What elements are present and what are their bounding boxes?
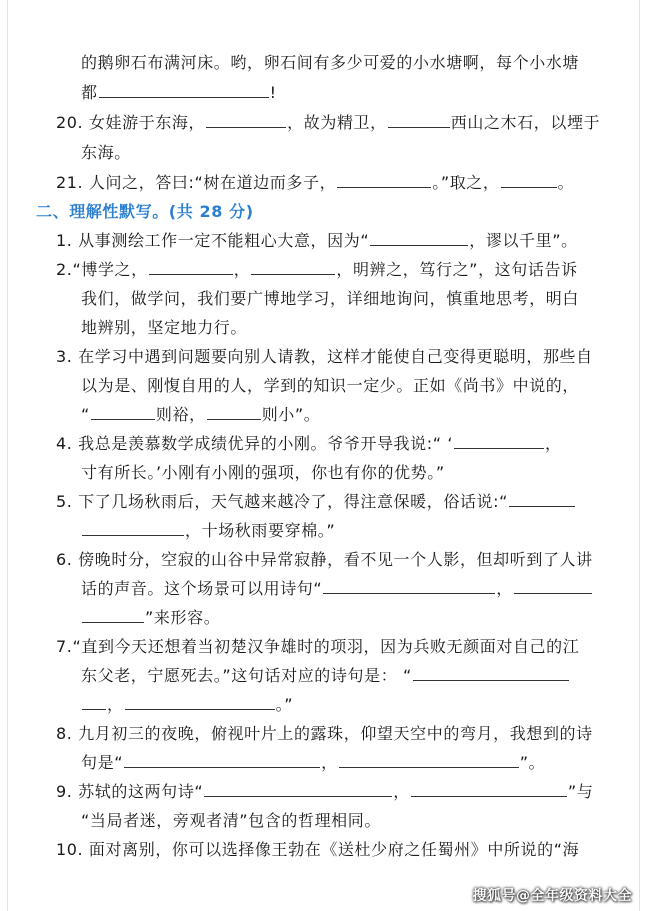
- answer-blank[interactable]: [82, 520, 184, 536]
- answer-blank[interactable]: [509, 491, 575, 507]
- question-1: 1. 从事测绘工作一定不能粗心大意，因为“ ，谬以千里”。: [56, 231, 578, 250]
- question-7-cont-2: ， 。”: [81, 694, 293, 716]
- answer-blank[interactable]: [411, 781, 567, 797]
- question-10: 10. 面对离别，你可以选择像王勃在《送杜少府之任蜀州》中所说的“海: [56, 840, 580, 859]
- answer-blank[interactable]: [206, 112, 286, 128]
- answer-blank[interactable]: [124, 752, 320, 768]
- watermark: 搜狐号@全年级资料大全: [472, 888, 632, 904]
- answer-blank[interactable]: [82, 694, 106, 710]
- answer-blank[interactable]: [514, 578, 592, 594]
- answer-blank[interactable]: [323, 578, 495, 594]
- answer-blank[interactable]: [501, 172, 557, 188]
- answer-blank[interactable]: [82, 607, 144, 623]
- question-4: 4. 我总是羡慕数学成绩优异的小刚。爷爷开导我说:“ ‘ ，: [56, 434, 562, 453]
- worksheet-page: [7, 0, 640, 911]
- question-2-cont-2: 地辨别，坚定地力行。: [81, 318, 248, 337]
- answer-blank[interactable]: [413, 665, 569, 681]
- answer-blank[interactable]: [337, 172, 431, 188]
- question-9: 9. 苏轼的这两句诗“ ， ”与: [56, 782, 594, 801]
- question-6-cont-1: 话的声音。这个场景可以用诗句“ ，: [81, 578, 593, 600]
- answer-blank[interactable]: [454, 433, 544, 449]
- answer-blank[interactable]: [388, 112, 450, 128]
- answer-blank[interactable]: [339, 752, 519, 768]
- question-9-cont: “当局者迷，旁观者清”包含的哲理相同。: [81, 811, 381, 830]
- question-3-cont-2: “ 则裕， 则小”。: [81, 405, 321, 424]
- question-3-cont-1: 以为是、刚愎自用的人，学到的知识一定少。正如《尚书》中说的，: [81, 376, 580, 395]
- question-8-cont: 句是“ ， ”。: [81, 753, 546, 772]
- question-7: 7.“直到今天还想着当初楚汉争雄时的项羽，因为兵败无颜面对自己的江: [56, 637, 580, 656]
- question-5: 5. 下了几场秋雨后，天气越来越冷了，得注意保暖，俗话说:“: [56, 491, 576, 513]
- question-20-cont: 东海。: [81, 143, 131, 162]
- answer-blank[interactable]: [125, 694, 275, 710]
- question-6: 6. 傍晚时分，空寂的山谷中异常寂静，看不见一个人影，但却听到了人讲: [56, 550, 593, 569]
- question-5-cont: ，十场秋雨要穿棉。”: [81, 520, 335, 542]
- answer-blank[interactable]: [149, 259, 233, 275]
- question-8: 8. 九月初三的夜晚，俯视叶片上的露珠，仰望天空中的弯月，我想到的诗: [56, 724, 593, 743]
- answer-blank[interactable]: [91, 404, 155, 420]
- question-3: 3. 在学习中遇到问题要向别人请教，这样才能使自己变得更聪明，那些自: [56, 347, 593, 366]
- answer-blank[interactable]: [207, 404, 261, 420]
- question-4-cont: 寸有所长。’小刚有小刚的强项，你也有你的优势。”: [81, 463, 445, 482]
- question-20: 20. 女娃游于东海， ，故为精卫， 西山之木石，以堙于: [56, 113, 601, 132]
- line-item-19-cont-1: 的鹅卵石布满河床。哟，卵石间有多少可爱的小水塘啊，每个小水塘: [81, 53, 580, 72]
- answer-blank[interactable]: [251, 259, 335, 275]
- question-7-cont-1: 东父老，宁愿死去。”这句话对应的诗句是： “: [81, 665, 570, 687]
- answer-blank[interactable]: [370, 230, 468, 246]
- section-heading: 二、理解性默写。(共 28 分): [36, 202, 254, 221]
- answer-blank[interactable]: [204, 781, 392, 797]
- answer-blank[interactable]: [99, 82, 269, 98]
- question-2-cont-1: 我们，做学问，我们要广博地学习，详细地询问，慎重地思考，明白: [81, 289, 580, 308]
- question-6-cont-2: ”来形容。: [81, 607, 220, 629]
- question-2: 2.“博学之， ， ，明辨之，笃行之”，这句话告诉: [56, 260, 578, 279]
- line-item-19-cont-2: 都 !: [81, 83, 277, 102]
- question-21: 21. 人问之，答曰:“树在道边而多子， 。”取之， 。: [56, 173, 575, 192]
